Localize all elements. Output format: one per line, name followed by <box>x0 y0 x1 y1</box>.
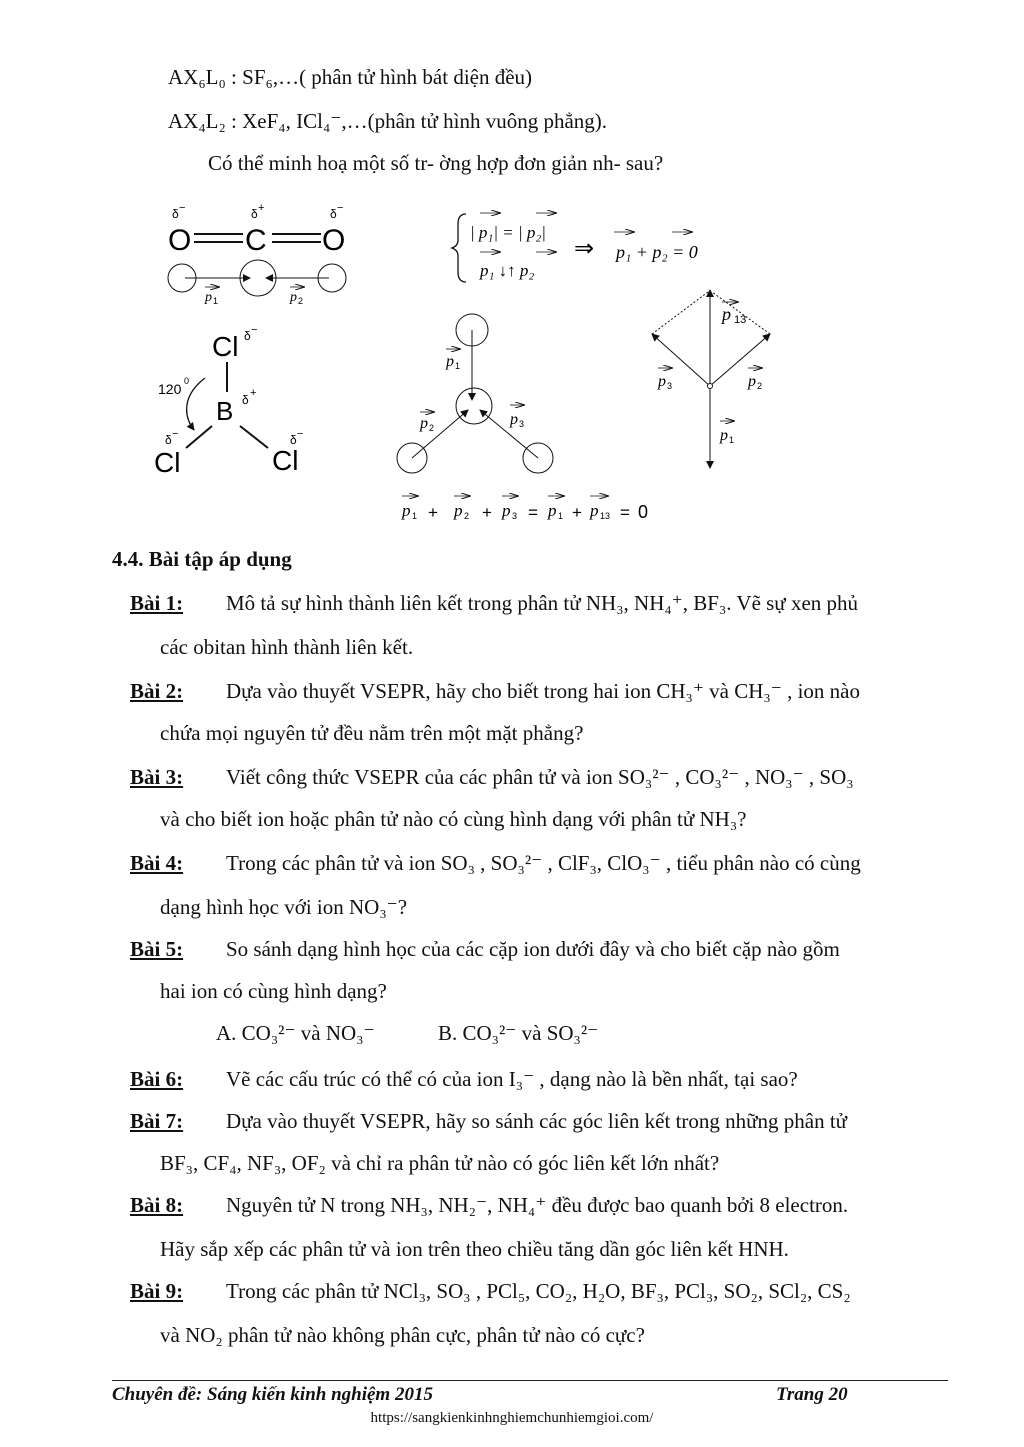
svg-text:−: − <box>172 428 179 440</box>
svg-text:3: 3 <box>519 419 525 429</box>
intro-ax6l0: AX₆L₀ : SF₆,…( phân tử hình bát diện đều) <box>168 65 533 89</box>
svg-text:δ: δ <box>244 329 251 343</box>
exercise-7-label: Bài 7: <box>130 1109 184 1133</box>
svg-text:0: 0 <box>184 376 190 386</box>
delta-c: δ <box>251 207 258 221</box>
exercise-4: Bài 4: Trong các phân tử và ion SO₃ , SO₃²⁻ , ClF₃, ClO₃⁻ , tiểu phân nào có cùng <box>130 851 861 875</box>
angle-label: 120 <box>158 381 182 397</box>
eq-line-1: | p₁| = | p₂| <box>470 223 546 242</box>
bond-b-cl-right <box>240 426 268 448</box>
svg-text:+: + <box>428 503 438 522</box>
atom-b: B <box>216 396 234 426</box>
page-number: Trang 20 <box>776 1384 848 1405</box>
exercise-9-label: Bài 9: <box>130 1279 184 1303</box>
svg-text:1: 1 <box>455 361 461 371</box>
svg-text:p: p <box>502 501 511 520</box>
svg-text:0: 0 <box>638 502 649 522</box>
footer-title: Chuyên đề: Sáng kiến kinh nghiệm 2015 <box>112 1384 433 1405</box>
exercise-1-label: Bài 1: <box>130 591 184 615</box>
molecular-polarity-diagram <box>0 0 1024 540</box>
svg-text:=: = <box>528 503 538 522</box>
exercise-3: Bài 3: Viết công thức VSEPR của các phân tử và ion SO₃²⁻ , CO₃²⁻ , NO₃⁻ , SO₃ <box>130 765 854 789</box>
svg-text:p: p <box>510 411 518 428</box>
svg-text:1: 1 <box>558 511 564 521</box>
delta-o-right: δ <box>330 207 337 221</box>
co2-structure <box>168 202 346 306</box>
svg-text:p: p <box>722 304 731 324</box>
svg-text:13: 13 <box>734 314 747 326</box>
bond-b-cl-left <box>186 426 212 448</box>
svg-text:p: p <box>720 427 728 444</box>
svg-text:2: 2 <box>298 296 304 306</box>
svg-text:2: 2 <box>429 423 435 433</box>
svg-text:2: 2 <box>757 381 763 391</box>
svg-text:p: p <box>658 373 666 390</box>
vector-sum-equation <box>401 496 648 522</box>
exercise-7: Bài 7: Dựa vào thuyết VSEPR, hãy so sánh các góc liên kết trong những phân tử <box>130 1109 848 1133</box>
exercise-5: Bài 5: So sánh dạng hình học của các cặp ion dưới đây và cho biết cặp nào gồm <box>130 937 840 961</box>
exercise-3-label: Bài 3: <box>130 765 184 789</box>
minus-o-left: − <box>179 202 186 214</box>
svg-text:1: 1 <box>213 296 219 306</box>
svg-text:p: p <box>590 501 599 520</box>
resultant-vector-diagram <box>652 290 770 468</box>
label-p1: p <box>205 290 212 305</box>
exercise-2: Bài 2: Dựa vào thuyết VSEPR, hãy cho biết trong hai ion CH₃⁺ và CH₃⁻ , ion nào <box>130 679 860 703</box>
atom-c: C <box>245 224 267 257</box>
atom-o-left: O <box>168 224 192 257</box>
svg-text:3: 3 <box>667 381 673 391</box>
svg-text:3: 3 <box>512 511 518 521</box>
svg-text:δ: δ <box>165 433 172 447</box>
exercise-8: Bài 8: Nguyên tử N trong NH₃, NH₂⁻, NH₄⁺ đều được bao quanh bởi 8 electron. <box>130 1193 849 1217</box>
option-a: A. CO₃²⁻ và NO₃⁻ <box>216 1021 375 1045</box>
atom-cl-left: Cl <box>154 447 181 478</box>
svg-text:+: + <box>482 503 492 522</box>
svg-text:p: p <box>454 501 463 520</box>
atom-cl-top: Cl <box>212 331 239 362</box>
svg-text:1: 1 <box>729 435 735 445</box>
svg-text:δ: δ <box>242 393 249 407</box>
trigonal-vector-diagram <box>397 314 553 473</box>
svg-text:δ: δ <box>290 433 297 447</box>
bcl3-structure <box>154 324 303 478</box>
exercise-5-label: Bài 5: <box>130 937 184 961</box>
svg-text:p: p <box>548 501 557 520</box>
exercise-2-label: Bài 2: <box>130 679 184 703</box>
implies-arrow: ⇒ <box>574 235 595 262</box>
svg-text:p: p <box>446 353 454 370</box>
section-heading: 4.4. Bài tập áp dụng <box>112 547 292 571</box>
svg-text:13: 13 <box>600 511 611 521</box>
svg-text:+: + <box>250 387 257 399</box>
atom-o-right: O <box>322 224 346 257</box>
delta-o-left: δ <box>172 207 179 221</box>
svg-text:1: 1 <box>412 511 418 521</box>
eq-line-2: p₁ ↓↑ p₂ <box>480 261 535 280</box>
footer-divider <box>112 1380 948 1381</box>
exercise-9: Bài 9: Trong các phân tử NCl₃, SO₃ , PCl₅, CO₂, H₂O, BF₃, PCl₃, SO₂, SCl₂, CS₂ <box>130 1279 851 1303</box>
exercise-4-label: Bài 4: <box>130 851 184 875</box>
option-b: B. CO₃²⁻ và SO₃²⁻ <box>438 1021 599 1045</box>
svg-text:2: 2 <box>464 511 470 521</box>
svg-text:p: p <box>748 373 756 390</box>
minus-o-right: − <box>337 202 344 214</box>
angle-arc <box>187 378 205 430</box>
atom-cl-right: Cl <box>272 445 299 476</box>
equilibrium-equations <box>452 213 698 282</box>
footer-url[interactable]: https://sangkienkinhnghiemchunhiemgioi.com/ <box>370 1410 654 1426</box>
intro-ax4l2: AX₄L₂ : XeF₄, ICl₄⁻,…(phân tử hình vuông phẳng). <box>168 109 608 133</box>
svg-text:p: p <box>402 501 411 520</box>
exercise-6-label: Bài 6: <box>130 1067 184 1091</box>
exercise-8-label: Bài 8: <box>130 1193 184 1217</box>
vector-p2-res <box>710 334 770 386</box>
plus-c: + <box>258 202 265 214</box>
vector-p3-tri <box>480 410 538 458</box>
exercise-1: Bài 1: Mô tả sự hình thành liên kết trong phân tử NH₃, NH₄⁺, BF₃. Vẽ sự xen phủ <box>130 591 859 615</box>
exercise-6: Bài 6: Vẽ các cấu trúc có thể có của ion I₃⁻ , dạng nào là bền nhất, tại sao? <box>130 1067 798 1091</box>
svg-text:p: p <box>420 415 428 432</box>
eq-sum: p₁ + p₂ = 0 <box>616 242 698 262</box>
intro-illustrate: Có thể minh hoạ một số tr- ờng hợp đơn giản nh- sau? <box>208 151 664 175</box>
svg-text:−: − <box>297 428 304 440</box>
svg-text:−: − <box>251 324 258 336</box>
svg-text:+: + <box>572 503 582 522</box>
label-p2: p <box>290 290 297 305</box>
svg-text:=: = <box>620 503 630 522</box>
